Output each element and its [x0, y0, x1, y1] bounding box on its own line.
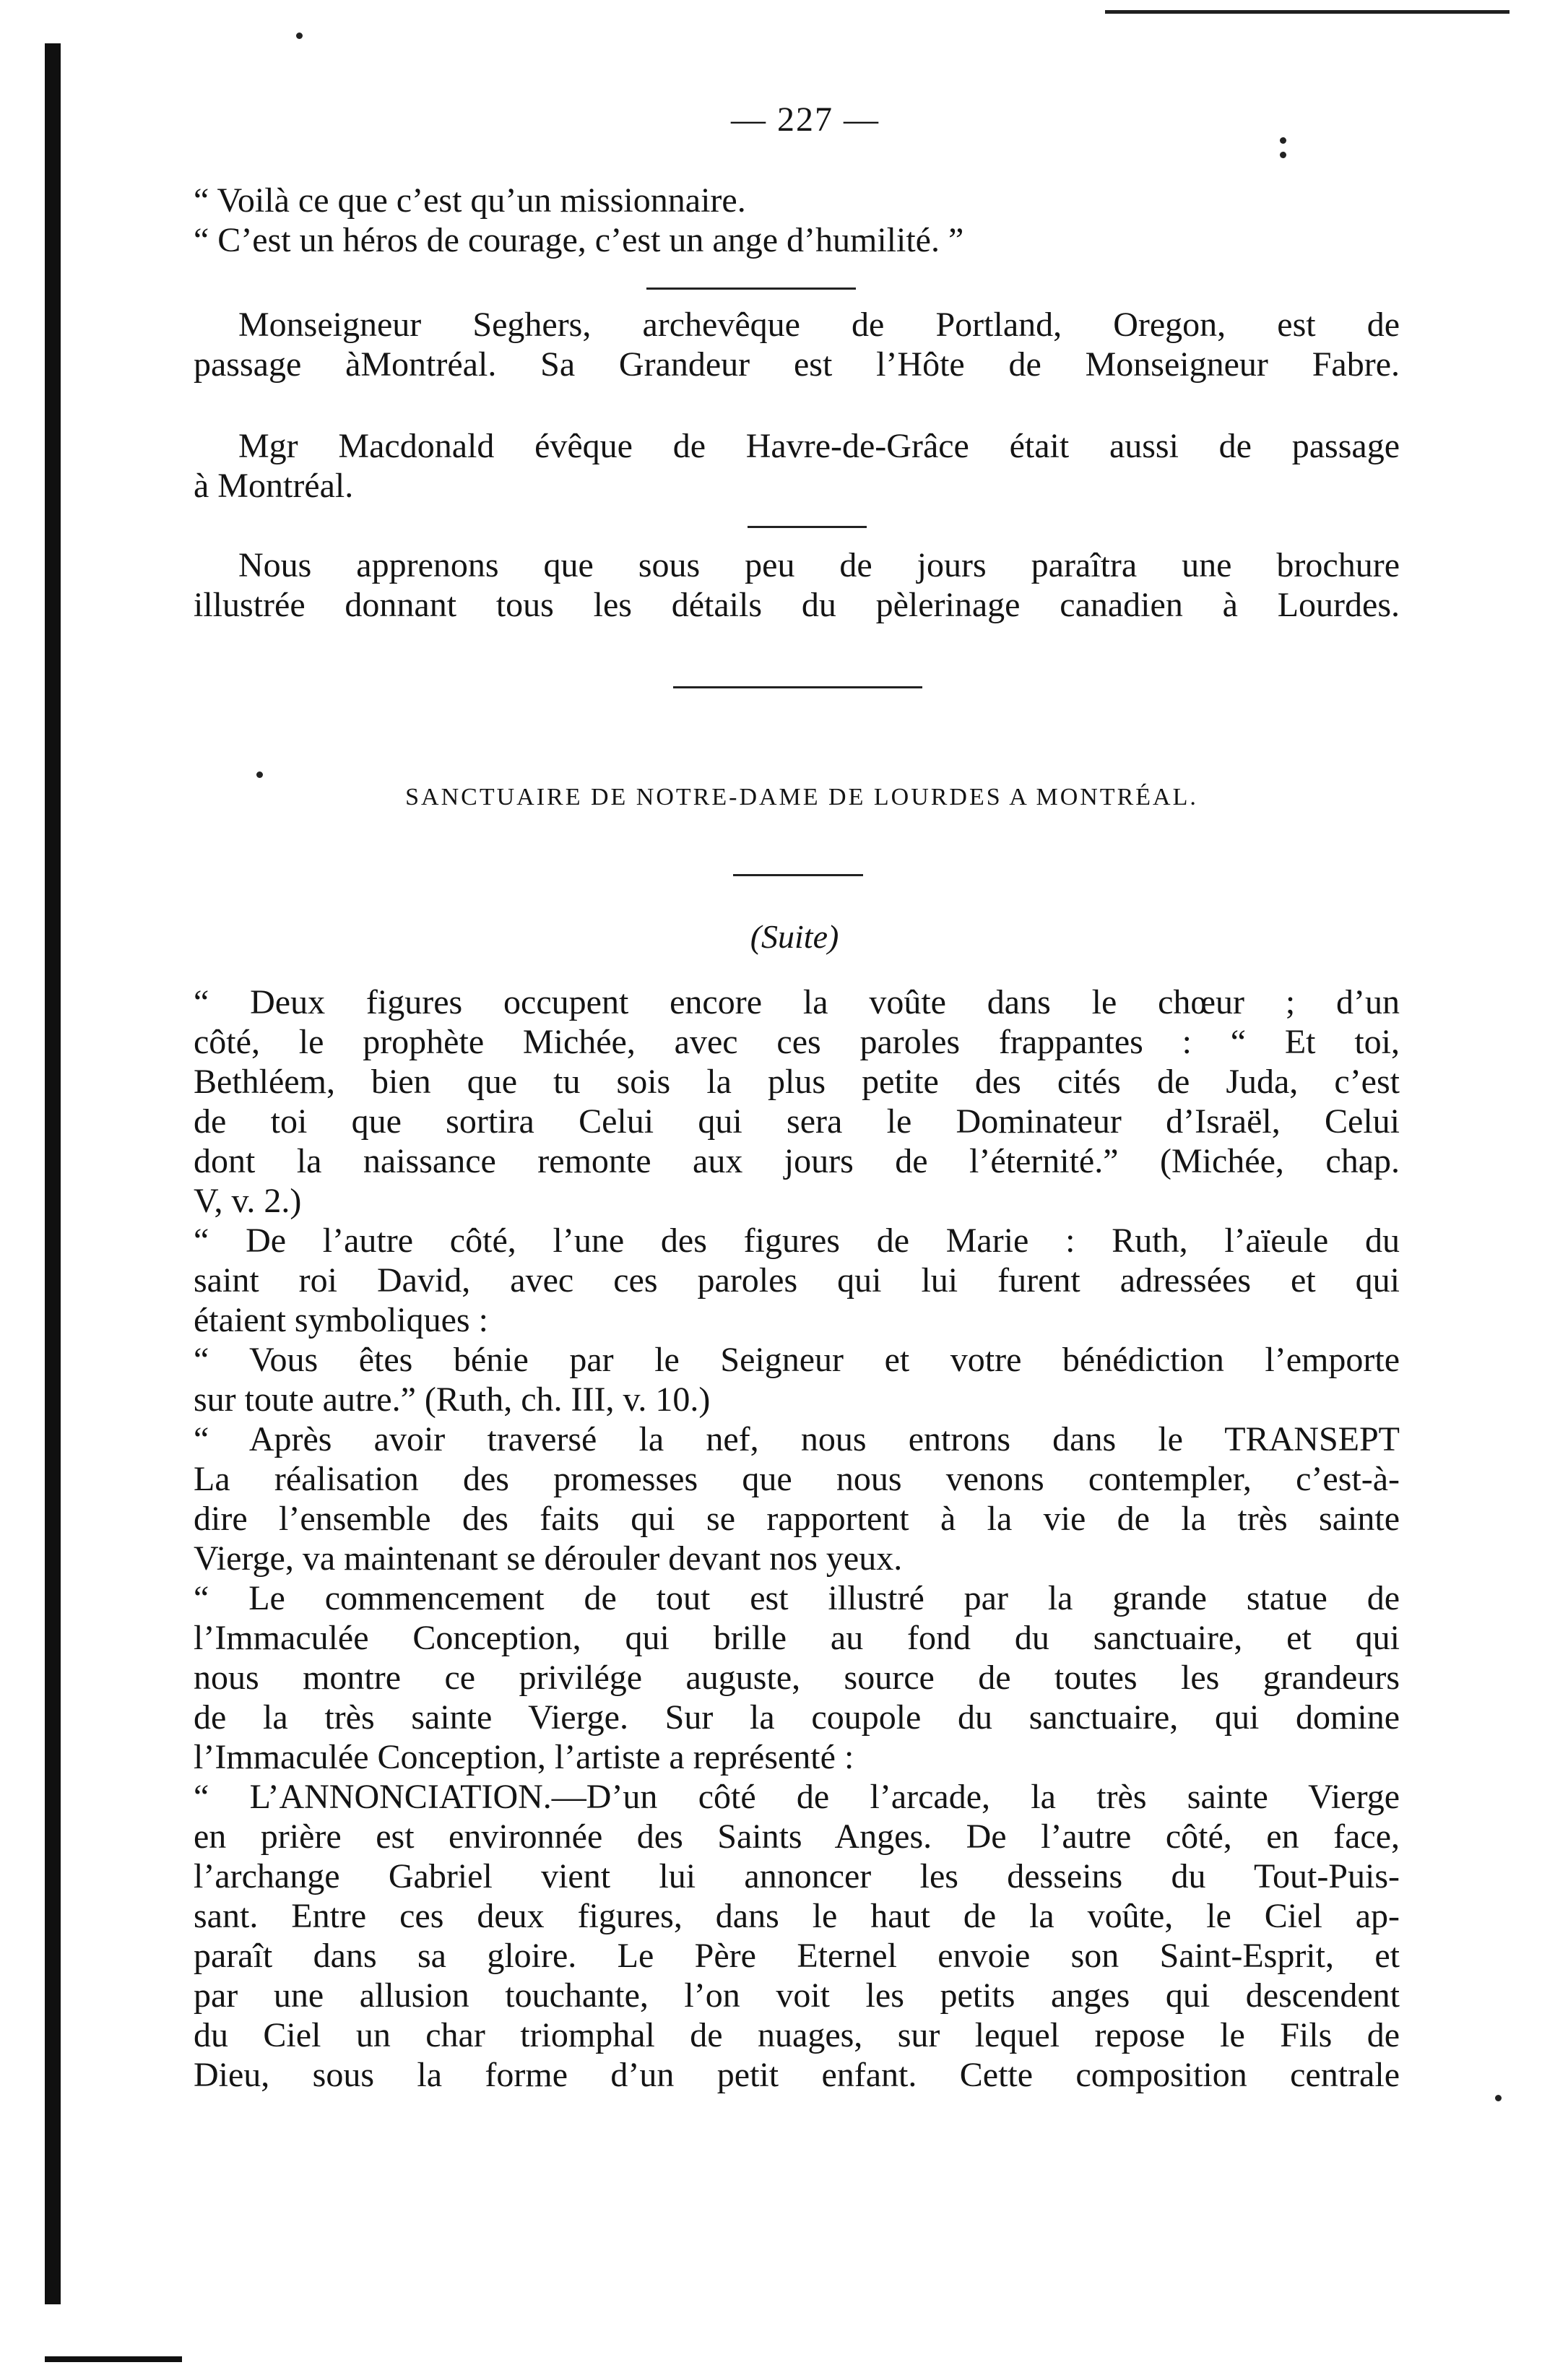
ink-speck [1280, 152, 1286, 158]
continued-text: (Suite) [750, 918, 839, 955]
text-line: “ L’ANNONCIATION.—D’un côté de l’arcade, la très sainte Vierge [194, 1778, 1400, 1816]
text-line: étaient symboliques : [194, 1301, 488, 1339]
text-line: saint roi David, avec ces paroles qui lui furent adressées et qui [194, 1261, 1400, 1300]
top-edge-rule [1105, 10, 1509, 14]
text-line: “ C’est un héros de courage, c’est un ange d’humilité. ” [194, 221, 964, 259]
text-line: illustrée donnant tous les détails du pèlerinage canadien à Lourdes. [194, 586, 1400, 624]
news-seghers [194, 305, 1400, 384]
text-line: Dieu, sous la forme d’un petit enfant. Cette composition centrale [194, 2056, 1400, 2094]
text-line: du Ciel un char triomphal de nuages, sur lequel repose le Fils de [194, 2016, 1400, 2054]
text-line: “ Deux figures occupent encore la voûte dans le chœur ; d’un [194, 983, 1400, 1021]
text-line: à Montréal. [194, 467, 354, 505]
text-line: “ De l’autre côté, l’une des figures de Marie : Ruth, l’aïeule du [194, 1222, 1400, 1260]
article-body [194, 982, 1400, 2095]
ink-speck [256, 771, 263, 778]
text-line: nous montre ce privilége auguste, source de toutes les grandeurs [194, 1659, 1400, 1697]
text-line: dont la naissance remonte aux jours de l’éternité.” (Michée, chap. [194, 1142, 1400, 1180]
text-line: sant. Entre ces deux figures, dans le haut de la voûte, le Ciel ap- [194, 1897, 1400, 1935]
text-line: par une allusion touchante, l’on voit les petits anges qui descendent [194, 1976, 1400, 2015]
ink-speck [1280, 137, 1286, 144]
text-line: de la très sainte Vierge. Sur la coupole du sanctuaire, qui domine [194, 1698, 1400, 1737]
text-line: “ Après avoir traversé la nef, nous entrons dans le TRANSEPT [194, 1420, 1400, 1458]
news-brochure [194, 545, 1400, 625]
closing-quote [194, 181, 1400, 260]
text-line: sur toute autre.” (Ruth, ch. III, v. 10.) [194, 1380, 711, 1419]
page-number: — 227 — [731, 100, 880, 139]
text-line: l’Immaculée Conception, qui brille au fond du sanctuaire, et qui [194, 1619, 1400, 1657]
binding-shadow [45, 43, 61, 2304]
text-line: côté, le prophète Michée, avec ces paroles frappantes : “ Et toi, [194, 1023, 1400, 1061]
text-line: La réalisation des promesses que nous venons contempler, c’est-à- [194, 1460, 1400, 1498]
section-break-rule [673, 686, 922, 688]
text-line: “ Vous êtes bénie par le Seigneur et votre bénédiction l’emporte [194, 1341, 1400, 1379]
ink-speck [1495, 2095, 1502, 2101]
news-macdonald [194, 426, 1400, 506]
text-line: de toi que sortira Celui qui sera le Dominateur d’Israël, Celui [194, 1102, 1400, 1141]
text-line: dire l’ensemble des faits qui se rapportent à la vie de la très sainte [194, 1500, 1400, 1538]
text-line: l’Immaculée Conception, l’artiste a représenté : [194, 1738, 854, 1776]
text-line: Nous apprenons que sous peu de jours paraîtra une brochure [238, 546, 1400, 584]
text-line: en prière est environnée des Saints Anges. De l’autre côté, en face, [194, 1817, 1400, 1856]
text-line: l’archange Gabriel vient lui annoncer les desseins du Tout-Puis- [194, 1857, 1400, 1895]
binding-shadow-foot [45, 2356, 182, 2362]
separator-rule [733, 874, 863, 876]
text-line: passage àMontréal. Sa Grandeur est l’Hôte de Monseigneur Fabre. [194, 345, 1400, 384]
ink-speck [296, 33, 303, 39]
separator-rule [748, 526, 867, 528]
continued-label [621, 917, 968, 956]
text-line: Monseigneur Seghers, archevêque de Portland, Oregon, est de [238, 306, 1400, 344]
text-line: “ Le commencement de tout est illustré par la grande statue de [194, 1579, 1400, 1617]
text-line: “ Voilà ce que c’est qu’un missionnaire. [194, 181, 746, 220]
text-line: V, v. 2.) [194, 1182, 302, 1220]
text-line: Bethléem, bien que tu sois la plus petite des cités de Juda, c’est [194, 1063, 1400, 1101]
separator-rule [646, 287, 856, 290]
text-line: Mgr Macdonald évêque de Havre-de-Grâce était aussi de passage [238, 427, 1400, 465]
text-line: Vierge, va maintenant se dérouler devant nos yeux. [194, 1539, 903, 1578]
section-heading: SANCTUAIRE DE NOTRE-DAME DE LOURDES A MONTRÉAL. [405, 784, 1198, 810]
text-line: paraît dans sa gloire. Le Père Eternel envoie son Saint-Esprit, et [194, 1937, 1400, 1975]
